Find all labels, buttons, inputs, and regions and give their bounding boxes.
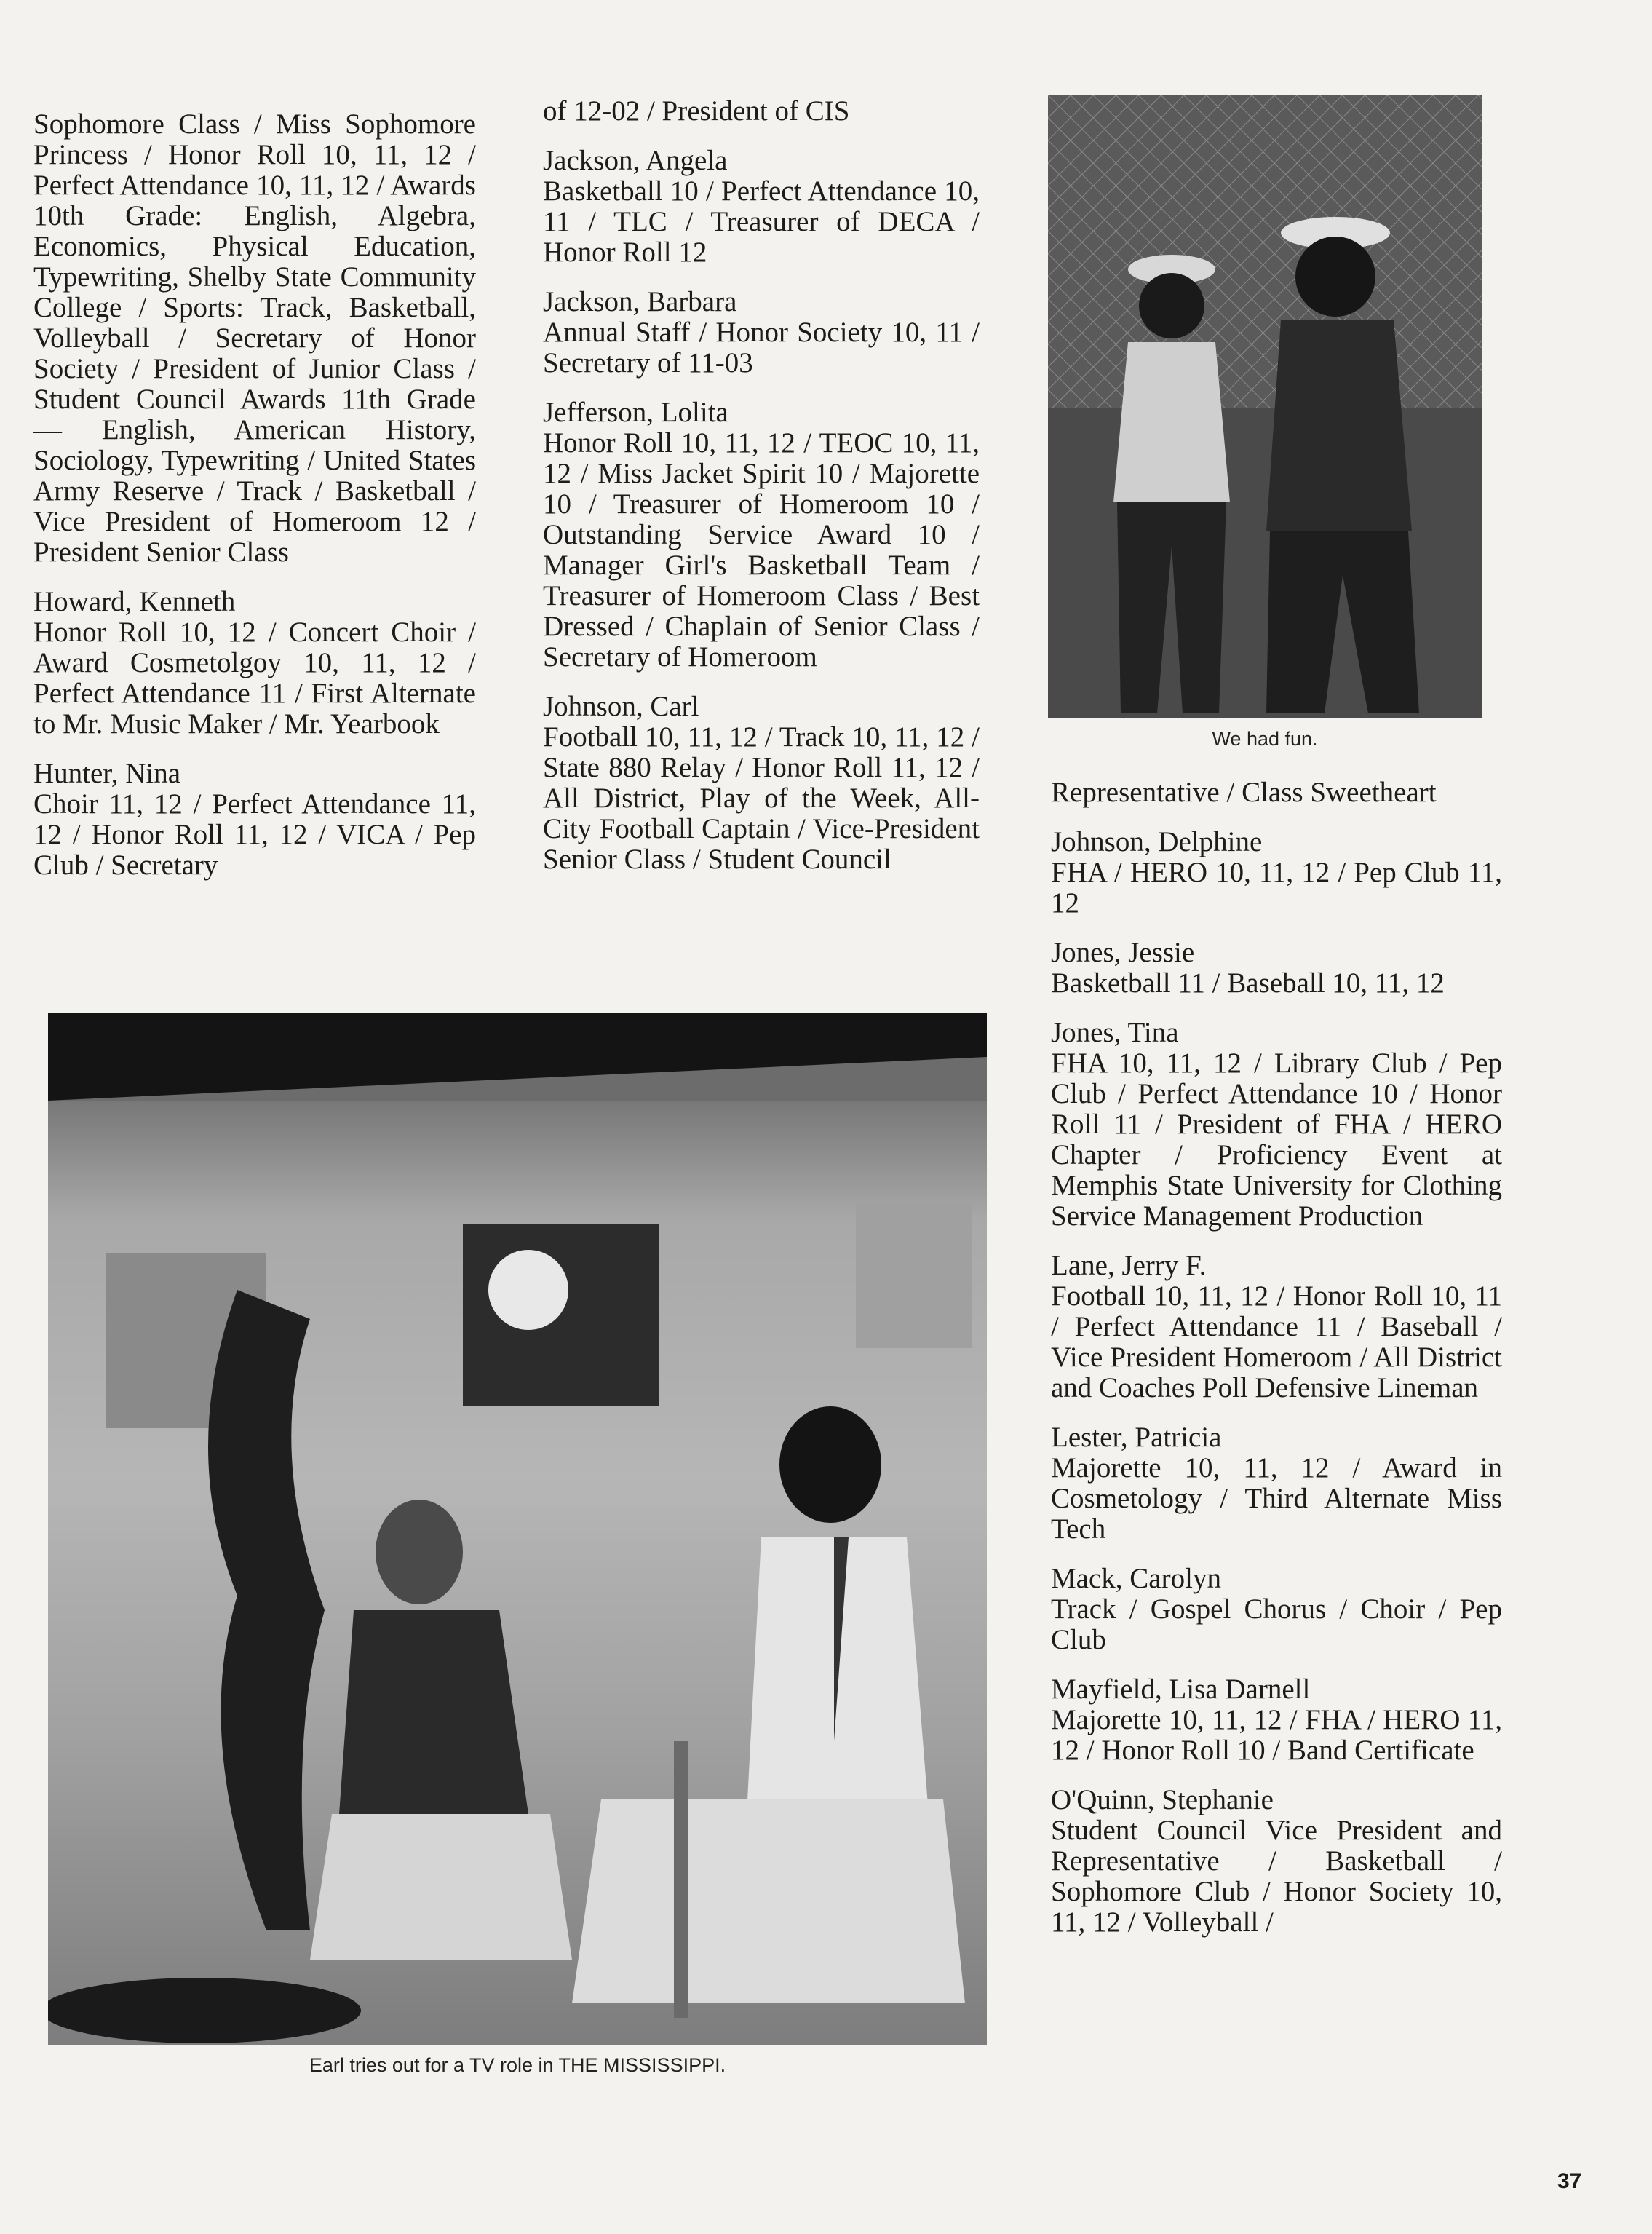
senior-activities: Basketball 10 / Perfect Attendance 10, 11 / TLC / Treasurer of DECA / Honor Roll 12	[543, 175, 980, 268]
photo-two-students	[1048, 95, 1482, 718]
senior-name: Mack, Carolyn	[1051, 1563, 1221, 1594]
senior-name: Lester, Patricia	[1051, 1422, 1222, 1453]
senior-entry	[1051, 1785, 1502, 1938]
column-1-continuation: Sophomore Class / Miss Sophomore Princess / Honor Roll 10, 11, 12 / Perfect Attendance 10, 11, 12 / Awards 10th Grade: English, Algebra, Economics, Physical Education, Typewriting, Shelby State Community College / Sports: Track, Basketball, Volleyball / Secretary of Honor Society / President of Junior Class / Student Council Awards 11th Grade — English, American History, Sociology, Typewriting / United States Army Reserve / Track / Basketball / Vice President of Homeroom 12 / President Senior Class	[33, 108, 476, 568]
senior-activities: Basketball 11 / Baseball 10, 11, 12	[1051, 967, 1445, 999]
senior-name: Jones, Tina	[1051, 1017, 1179, 1048]
senior-activities: FHA 10, 11, 12 / Library Club / Pep Club / Perfect Attendance 10 / Honor Roll 11 / President of FHA / HERO Chapter / Proficiency Event at Memphis State University for Clothing Service Management Production	[1051, 1047, 1502, 1232]
senior-activities: Honor Roll 10, 11, 12 / TEOC 10, 11, 12 / Miss Jacket Spirit 10 / Majorette 10 / Treasurer of Homeroom 10 / Outstanding Service Award 10 / Manager Girl's Basketball Team / Treasurer of Homeroom Class / Best Dressed / Chaplain of Senior Class / Secretary of Homeroom	[543, 427, 980, 673]
senior-activities: Student Council Vice President and Representative / Basketball / Sophomore Club / Honor Society 10, 11, 12 / Volleyball /	[1051, 1815, 1502, 1938]
senior-activities: Annual Staff / Honor Society 10, 11 / Secretary of 11-03	[543, 317, 980, 379]
senior-activities: Choir 11, 12 / Perfect Attendance 11, 12 / Honor Roll 11, 12 / VICA / Pep Club / Secretary	[33, 788, 476, 881]
senior-entry	[33, 758, 476, 881]
senior-name: Jackson, Barbara	[543, 286, 737, 317]
senior-entry	[1051, 1674, 1502, 1766]
senior-activities: FHA / HERO 10, 11, 12 / Pep Club 11, 12	[1051, 857, 1502, 919]
senior-name: Jackson, Angela	[543, 145, 728, 176]
senior-activities: Track / Gospel Chorus / Choir / Pep Club	[1051, 1593, 1502, 1655]
senior-activities: Majorette 10, 11, 12 / Award in Cosmetology / Third Alternate Miss Tech	[1051, 1452, 1502, 1545]
photo-caption: We had fun.	[1212, 728, 1318, 750]
senior-entry	[543, 287, 980, 379]
senior-activities: Honor Roll 10, 12 / Concert Choir / Award Cosmetolgoy 10, 11, 12 / Perfect Attendance 11 / First Alternate to Mr. Music Maker / Mr. Yearbook	[33, 617, 476, 740]
senior-entry	[543, 397, 980, 673]
senior-entry	[1051, 1251, 1502, 1403]
photo-two-students-image	[1048, 95, 1482, 718]
photo-caption: Earl tries out for a TV role in THE MISSISSIPPI.	[309, 2054, 726, 2076]
senior-entry	[1051, 1422, 1502, 1545]
column-3-continuation: Representative / Class Sweetheart	[1051, 777, 1437, 808]
column-2-continuation: of 12-02 / President of CIS	[543, 95, 850, 127]
senior-entry	[1051, 938, 1502, 999]
senior-activities: Football 10, 11, 12 / Honor Roll 10, 11 / Perfect Attendance 11 / Baseball / Vice President Homeroom / All District and Coaches Poll Defensive Lineman	[1051, 1280, 1502, 1403]
senior-entry	[1051, 1564, 1502, 1655]
senior-name: Lane, Jerry F.	[1051, 1250, 1207, 1281]
senior-name: Johnson, Delphine	[1051, 826, 1263, 857]
photo-tv-interview-image	[48, 1013, 987, 2045]
photo-tv-interview	[48, 1013, 987, 2045]
senior-name: O'Quinn, Stephanie	[1051, 1784, 1274, 1815]
senior-name: Hunter, Nina	[33, 758, 181, 789]
senior-name: Jefferson, Lolita	[543, 397, 728, 428]
senior-name: Jones, Jessie	[1051, 937, 1195, 968]
page-number: 37	[1557, 2169, 1582, 2193]
senior-entry	[1051, 827, 1502, 919]
senior-name: Mayfield, Lisa Darnell	[1051, 1673, 1311, 1705]
column-1	[33, 109, 476, 900]
senior-entry	[543, 146, 980, 268]
senior-name: Johnson, Carl	[543, 691, 699, 722]
senior-entry	[33, 587, 476, 740]
senior-activities: Majorette 10, 11, 12 / FHA / HERO 11, 12 / Honor Roll 10 / Band Certificate	[1051, 1704, 1502, 1766]
senior-name: Howard, Kenneth	[33, 586, 236, 617]
senior-activities: Football 10, 11, 12 / Track 10, 11, 12 / State 880 Relay / Honor Roll 11, 12 / All District, Play of the Week, All-City Football Captain / Vice-President Senior Class / Student Council	[543, 721, 980, 875]
column-2	[543, 96, 980, 894]
column-3	[1051, 777, 1502, 1957]
senior-entry	[1051, 1018, 1502, 1232]
senior-entry	[543, 692, 980, 875]
